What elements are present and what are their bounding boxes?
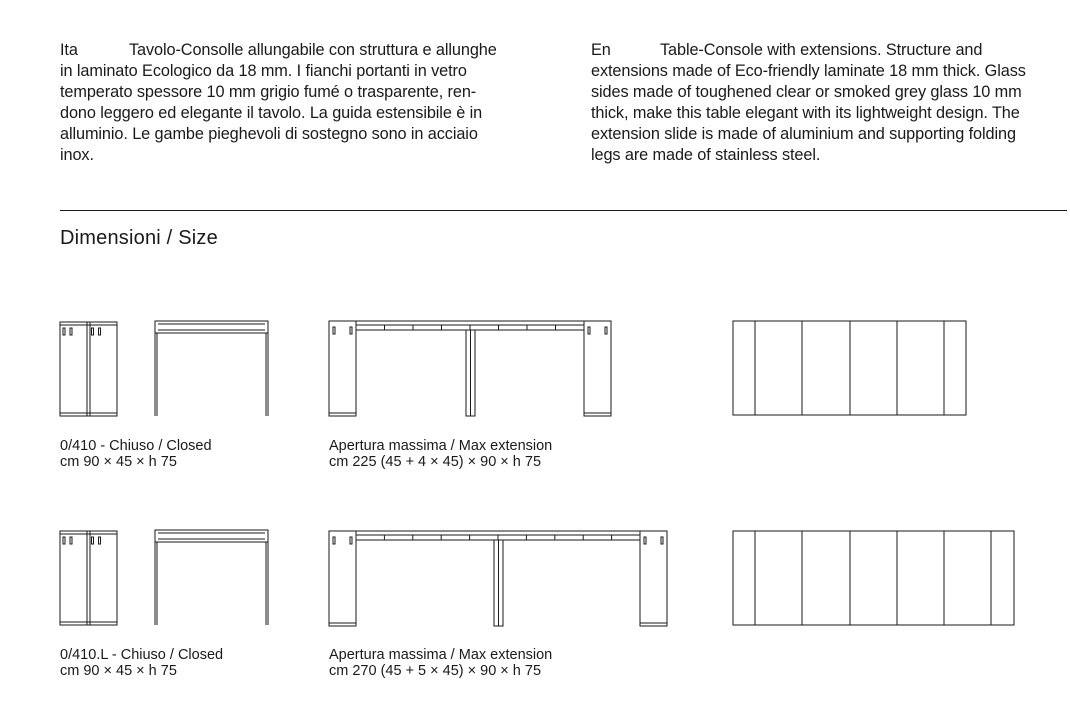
table-top — [155, 321, 268, 333]
glass-bolt — [605, 327, 607, 334]
open-dimensions: cm 225 (45 + 4 × 45) × 90 × h 75 — [329, 453, 542, 470]
description-line: temperato spessore 10 mm grigio fumé o trasparente, ren- — [60, 83, 477, 101]
description-line: alluminio. Le gambe pieghevoli di sostegno sono in acciaio — [60, 125, 478, 143]
section-title: Dimensioni / Size — [60, 227, 218, 249]
extended-top-view — [733, 321, 966, 415]
open-label: Apertura massima / Max extension — [329, 438, 553, 454]
open-dimensions: cm 270 (45 + 5 × 45) × 90 × h 75 — [329, 662, 542, 679]
end-panel-left — [329, 531, 356, 626]
outline — [60, 322, 117, 416]
closed-front-view — [60, 531, 117, 625]
top-outline — [733, 531, 1014, 625]
end-panel-right — [640, 531, 667, 626]
glass-bolt — [70, 537, 72, 544]
glass-bolt — [63, 328, 65, 335]
glass-bolt — [63, 537, 65, 544]
description-line: inox. — [60, 146, 94, 164]
glass-bolt — [333, 327, 335, 334]
glass-bolt — [99, 537, 101, 544]
end-panel-right — [584, 321, 611, 416]
description-line: En Table-Console with extensions. Structure and — [591, 41, 983, 59]
closed-front-view — [60, 322, 117, 416]
glass-bolt — [661, 537, 663, 544]
description-line: sides made of toughened clear or smoked grey glass 10 mm — [591, 83, 1022, 101]
glass-bolt — [333, 537, 335, 544]
extended-front-view — [329, 321, 611, 416]
closed-side-view — [155, 321, 268, 416]
language-label-ita: Ita — [60, 41, 78, 59]
description-line: extensions made of Eco-friendly laminate 18 mm thick. Glass — [591, 62, 1026, 80]
top-board — [356, 321, 584, 325]
closed-dimensions: cm 90 × 45 × h 75 — [60, 453, 177, 470]
closed-label: 0/410.L - Chiuso / Closed — [60, 647, 224, 663]
outline — [60, 531, 117, 625]
language-label-en: En — [591, 41, 611, 59]
description-line: thick, make this table elegant with its lightweight design. The — [591, 104, 1020, 122]
glass-bolt — [350, 327, 352, 334]
open-label: Apertura massima / Max extension — [329, 647, 553, 663]
closed-side-view — [155, 530, 268, 625]
description-line: Ita Tavolo-Consolle allungabile con struttura e allunghe — [60, 41, 497, 59]
closed-label: 0/410 - Chiuso / Closed — [60, 438, 212, 454]
glass-bolt — [92, 537, 94, 544]
description-line: extension slide is made of aluminium and supporting folding — [591, 125, 1016, 143]
description-line: in laminato Ecologico da 18 mm. I fianchi portanti in vetro — [60, 62, 467, 80]
description-line: dono leggero ed elegante il tavolo. La guida estensibile è in — [60, 104, 483, 122]
end-panel-left — [329, 321, 356, 416]
glass-bolt — [99, 328, 101, 335]
glass-bolt — [350, 537, 352, 544]
closed-dimensions: cm 90 × 45 × h 75 — [60, 662, 177, 679]
description-line: legs are made of stainless steel. — [591, 146, 821, 164]
extended-top-view — [733, 531, 1014, 625]
table-top — [155, 530, 268, 542]
top-board — [356, 531, 640, 535]
glass-bolt — [92, 328, 94, 335]
glass-bolt — [70, 328, 72, 335]
glass-bolt — [588, 327, 590, 334]
glass-bolt — [644, 537, 646, 544]
extended-front-view — [329, 531, 667, 626]
